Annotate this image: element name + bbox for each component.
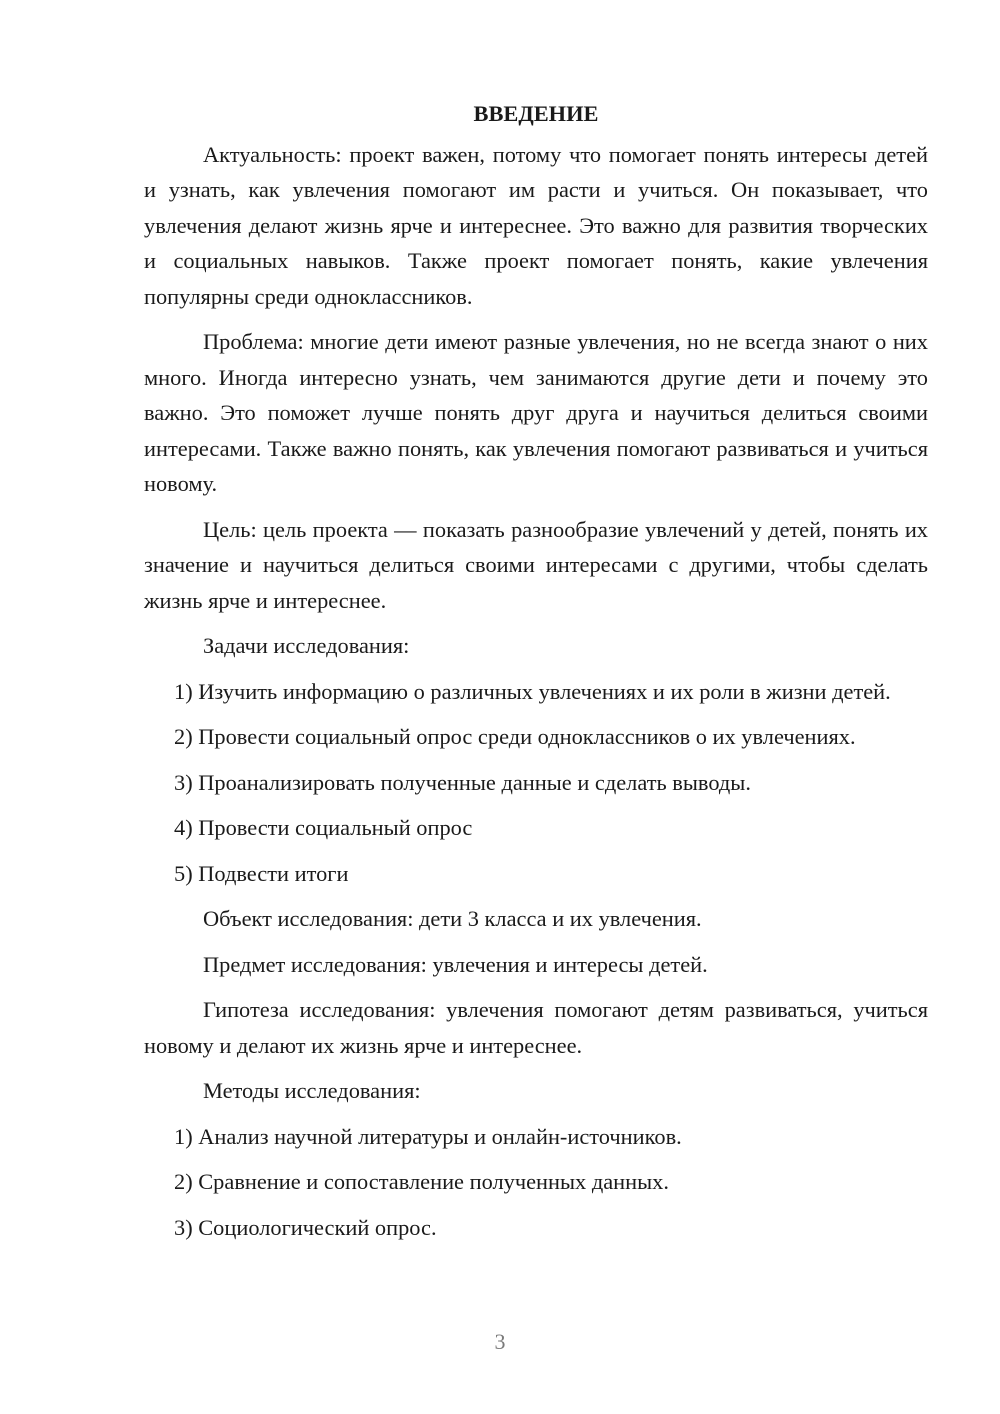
method-item-3: 3) Социологический опрос.	[174, 1214, 437, 1240]
task-item-2: 2) Провести социальный опрос среди одноклассников о их увлечениях.	[174, 724, 856, 749]
method-item-2: 2) Сравнение и сопоставление полученных данных.	[174, 1169, 669, 1194]
task-item-4: 4) Провести социальный опрос	[174, 815, 473, 840]
research-subject: Предмет исследования: увлечения и интересы детей.	[203, 951, 708, 977]
section-heading: ВВЕДЕНИЕ	[473, 101, 599, 126]
page-number: 3	[494, 1329, 506, 1354]
problem-paragraph: Проблема: многие дети имеют разные увлечения, но не всегда знают о них много. Иногда интересно узнать, чем занимаются другие дети и почему это важно. Это поможет лучше понять друг друга и научиться делиться своими интересами. Также важно понять, как увлечения помогают развиваться и учиться новому.	[144, 329, 928, 496]
task-item-1: 1) Изучить информацию о различных увлечениях и их роли в жизни детей.	[174, 678, 891, 704]
actuality-paragraph: Актуальность: проект важен, потому что помогает понять интересы детей и узнать, как увлечения помогают им расти и учиться. Он показывает, что увлечения делают жизнь ярче и интереснее. Это важно для развития творческих и социальных навыков. Также проект помогает понять, какие увлечения популярны среди одноклассников.	[144, 141, 928, 309]
method-item-1: 1) Анализ научной литературы и онлайн-источников.	[174, 1123, 682, 1149]
research-hypothesis: Гипотеза исследования: увлечения помогают детям развиваться, учиться новому и делают их жизнь ярче и интереснее.	[144, 997, 928, 1058]
task-item-5: 5) Подвести итоги	[174, 860, 349, 886]
tasks-title: Задачи исследования:	[203, 633, 410, 658]
research-object: Объект исследования: дети 3 класса и их увлечения.	[203, 906, 702, 931]
goal-paragraph: Цель: цель проекта — показать разнообразие увлечений у детей, понять их значение и научиться делиться своими интересами с другими, чтобы сделать жизнь ярче и интереснее.	[144, 516, 928, 613]
page-content	[144, 96, 928, 1255]
task-item-3: 3) Проанализировать полученные данные и сделать выводы.	[174, 769, 751, 795]
methods-title: Методы исследования:	[203, 1078, 421, 1103]
